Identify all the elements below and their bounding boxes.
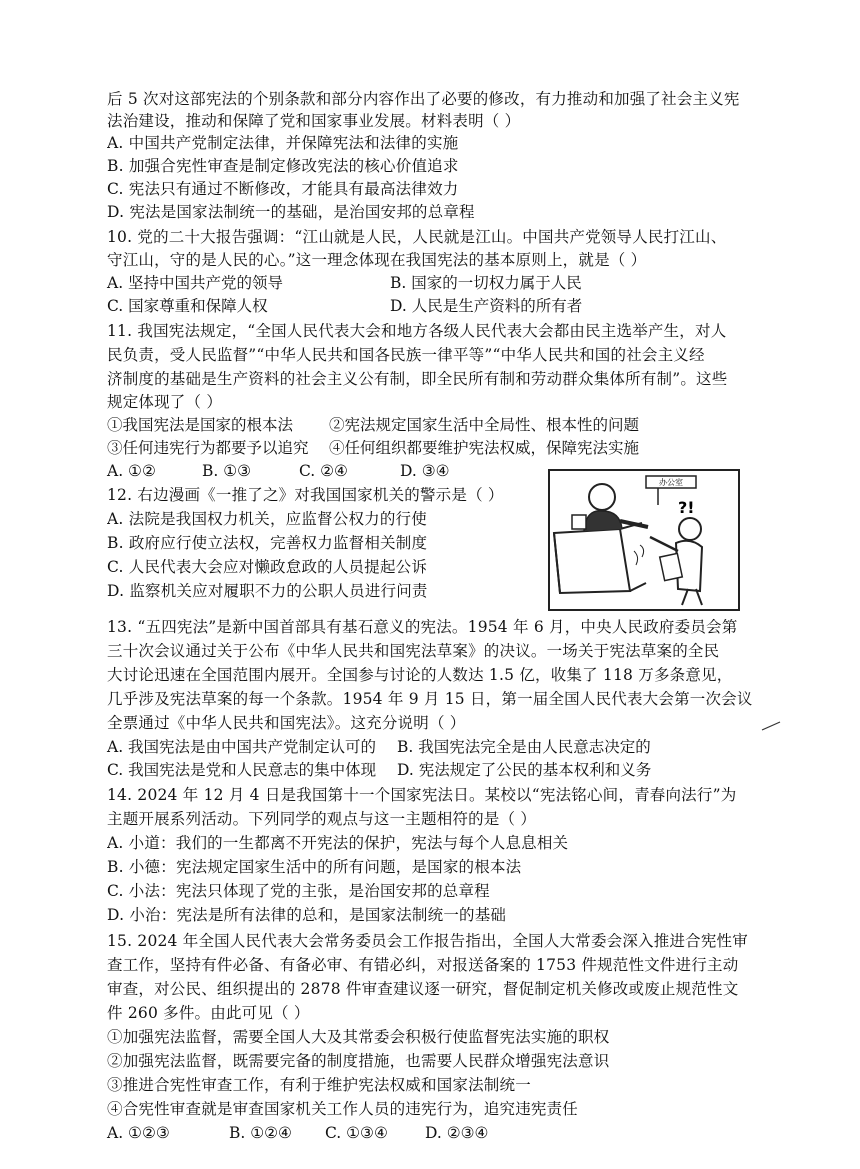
q13-option-d: D. 宪法规定了公民的基本权利和义务 xyxy=(397,761,652,779)
q11-item-4: ④任何组织都要维护宪法权威，保障宪法实施 xyxy=(329,439,640,457)
q11-stem-line-4: 规定体现了（ ） xyxy=(107,393,223,411)
q11-stem-line-3: 济制度的基础是生产资料的社会主义公有制，即全民所有制和劳动群众集体所有制”。这些 xyxy=(107,370,728,388)
q13-stem-line-3: 大讨论迅速在全国范围内展开。全国参与讨论的人数达 1.5 亿，收集了 118 万多条意见， xyxy=(107,666,733,684)
q14-option-b: B. 小德：宪法规定国家生活中的所有问题，是国家的根本法 xyxy=(107,858,522,876)
q14-stem-line-2: 主题开展系列活动。下列同学的观点与这一主题相符的是（ ） xyxy=(107,810,537,828)
q11-stem-line-1: 11. 我国宪法规定，“全国人民代表大会和地方各级人民代表大会都由民主选举产生，对人 xyxy=(107,322,727,340)
q10-option-c: C. 国家尊重和保障人权 xyxy=(107,297,268,315)
cartoon-sign-text: 办公室 xyxy=(659,478,683,487)
q15-item-3: ③推进合宪性审查工作，有利于维护宪法权威和国家法制统一 xyxy=(107,1076,531,1094)
cartoon-image xyxy=(548,469,740,611)
q9-option-a: A. 中国共产党制定法律，并保障宪法和法律的实施 xyxy=(107,134,459,152)
cartoon-drawing xyxy=(550,471,738,609)
q15-item-1: ①加强宪法监督，需要全国人大及其常委会积极行使监督宪法实施的职权 xyxy=(107,1028,610,1046)
q9-stem-line-1: 后 5 次对这部宪法的个别条款和部分内容作出了必要的修改，有力推动和加强了社会主义宪 xyxy=(107,90,740,108)
q10-options-row-1 xyxy=(107,272,767,294)
q11-item-1: ①我国宪法是国家的根本法 xyxy=(107,416,294,434)
q11-item-2: ②宪法规定国家生活中全局性、根本性的问题 xyxy=(329,416,640,434)
q15-stem-line-3: 审查，对公民、组织提出的 2878 件审查建议逐一研究，督促制定机关修改或废止规范性文 xyxy=(107,980,739,998)
q13-stem-line-2: 三十次会议通过关于公布《中华人民共和国宪法草案》的决议。一场关于宪法草案的全民 xyxy=(107,642,720,660)
q9-stem-line-2: 法治建设，推动和保障了党和国家事业发展。材料表明（ ） xyxy=(107,112,521,130)
q11-option-c: C. ②④ xyxy=(299,462,348,480)
q10-option-b: B. 国家的一切权力属于人民 xyxy=(390,274,582,292)
q11-option-d: D. ③④ xyxy=(400,462,450,480)
q11-items-row-2 xyxy=(107,437,767,459)
q11-item-3: ③任何违宪行为都要予以追究 xyxy=(107,439,309,457)
cartoon-exclaim-marks: ?! xyxy=(678,498,695,517)
q15-item-4: ④合宪性审查就是审查国家机关工作人员的违宪行为，追究违宪责任 xyxy=(107,1100,579,1118)
q15-option-d: D. ②③④ xyxy=(425,1124,489,1142)
q13-option-b: B. 我国宪法完全是由人民意志决定的 xyxy=(397,738,651,756)
q11-option-a: A. ①② xyxy=(107,462,156,480)
q10-option-a: A. 坚持中国共产党的领导 xyxy=(107,274,284,292)
q11-items-row-1 xyxy=(107,414,767,436)
q10-option-d: D. 人民是生产资料的所有者 xyxy=(390,297,583,315)
q15-options-row xyxy=(107,1122,767,1144)
pen-mark xyxy=(760,720,784,732)
q15-stem-line-1: 15. 2024 年全国人民代表大会常务委员会工作报告指出，全国人大常委会深入推进合宪性审 xyxy=(107,932,748,950)
q10-stem-line-2: 守江山，守的是人民的心。”这一理念体现在我国宪法的基本原则上，就是（ ） xyxy=(107,251,647,269)
q14-option-c: C. 小法：宪法只体现了党的主张，是治国安邦的总章程 xyxy=(107,882,490,900)
q12-stem: 12. 右边漫画《一推了之》对我国国家机关的警示是（ ） xyxy=(107,486,504,504)
q12-option-a: A. 法院是我国权力机关，应监督公权力的行使 xyxy=(107,510,427,528)
q10-options-row-2 xyxy=(107,295,767,317)
q13-option-c: C. 我国宪法是党和人民意志的集中体现 xyxy=(107,761,377,779)
q11-option-b: B. ①③ xyxy=(202,462,252,480)
q9-option-d: D. 宪法是国家法制统一的基础，是治国安邦的总章程 xyxy=(107,203,475,221)
q13-stem-line-5: 全票通过《中华人民共和国宪法》。这充分说明（ ） xyxy=(107,714,466,732)
q13-stem-line-1: 13. “五四宪法”是新中国首部具有基石意义的宪法。1954 年 6 月，中央人民政府委员会第 xyxy=(107,618,738,636)
q9-option-b: B. 加强合宪性审查是制定修改宪法的核心价值追求 xyxy=(107,157,459,175)
q15-option-b: B. ①②④ xyxy=(229,1124,292,1142)
q11-stem-line-2: 民负责，受人民监督”“中华人民共和国各民族一律平等”“中华人民共和国的社会主义经 xyxy=(107,346,705,364)
q9-option-c: C. 宪法只有通过不断修改，才能具有最高法律效力 xyxy=(107,180,459,198)
q14-option-a: A. 小道：我们的一生都离不开宪法的保护，宪法与每个人息息相关 xyxy=(107,834,569,852)
q10-stem-line-1: 10. 党的二十大报告强调：“江山就是人民，人民就是江山。中国共产党领导人民打江山、 xyxy=(107,228,727,246)
q15-stem-line-4: 件 260 多件。由此可见（ ） xyxy=(107,1004,310,1022)
q13-options-row-2 xyxy=(107,759,767,781)
q14-option-d: D. 小治：宪法是所有法律的总和，是国家法制统一的基础 xyxy=(107,906,507,924)
q13-option-a: A. 我国宪法是由中国共产党制定认可的 xyxy=(107,738,377,756)
q15-option-c: C. ①③④ xyxy=(325,1124,388,1142)
q15-item-2: ②加强宪法监督，既需要完备的制度措施，也需要人民群众增强宪法意识 xyxy=(107,1052,610,1070)
q13-options-row-1 xyxy=(107,736,767,758)
q14-stem-line-1: 14. 2024 年 12 月 4 日是我国第十一个国家宪法日。某校以“宪法铭心间，青春向法行”为 xyxy=(107,786,737,804)
q13-stem-line-4: 几乎涉及宪法草案的每一个条款。1954 年 9 月 15 日，第一届全国人民代表大会第一次会议 xyxy=(107,690,753,708)
q15-option-a: A. ①②③ xyxy=(107,1124,170,1142)
q12-option-c: C. 人民代表大会应对懒政怠政的人员提起公诉 xyxy=(107,558,428,576)
q12-option-b: B. 政府应行使立法权，完善权力监督相关制度 xyxy=(107,534,428,552)
q15-stem-line-2: 查工作，坚持有件必备、有备必审、有错必纠，对报送备案的 1753 件规范性文件进行主动 xyxy=(107,956,739,974)
q12-option-d: D. 监察机关应对履职不力的公职人员进行问责 xyxy=(107,582,428,600)
